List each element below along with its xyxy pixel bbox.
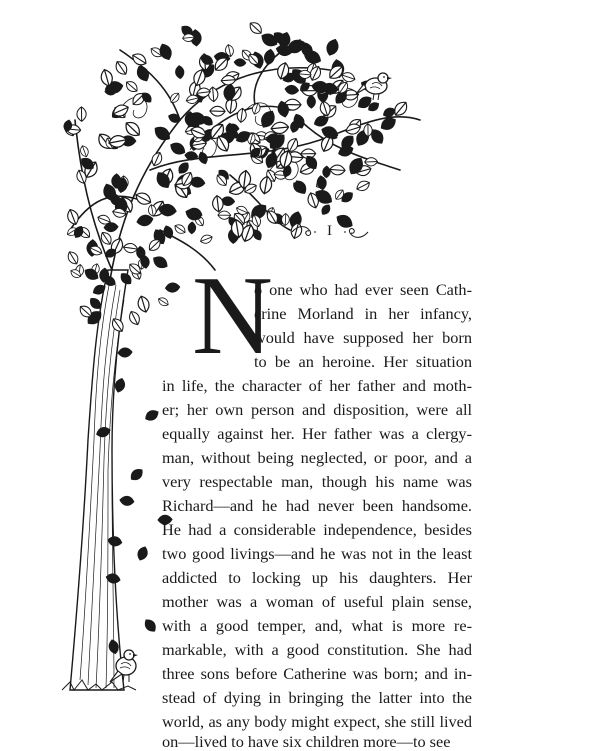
text-line: on—lived to have six children more—to see <box>162 732 451 751</box>
leaf <box>150 151 164 168</box>
leaf <box>329 165 345 176</box>
text-line: He had a considerable independence, besides <box>162 520 472 539</box>
leaf <box>130 51 149 68</box>
leaf <box>142 617 158 634</box>
text-line: erine Morland in her infancy, <box>254 304 472 323</box>
text-line: er; her own person and disposition, were all <box>162 400 472 419</box>
leaf <box>322 166 330 178</box>
leaf <box>135 64 152 83</box>
text-line: o one who had ever seen Cath- <box>254 280 472 299</box>
text-line: stead of dying in bringing the latter into the <box>162 688 472 707</box>
bird-icon <box>356 73 392 100</box>
leaf <box>118 348 133 358</box>
leaf <box>307 95 315 108</box>
leaf <box>123 243 138 254</box>
text-line: to be an heroine. Her situation <box>254 352 472 371</box>
leaf <box>136 295 151 314</box>
leaf <box>210 106 226 116</box>
leaf <box>127 309 142 326</box>
text-line: would have supposed her born <box>254 328 472 347</box>
leaf <box>247 20 264 37</box>
text-line: addicted to locking up his daughters. Her <box>162 568 472 587</box>
leaf <box>212 195 224 212</box>
leaf <box>66 250 81 267</box>
text-line: very respectable man, though his name was <box>162 472 472 491</box>
text-line: two good livings—and he was not in the least <box>162 544 472 563</box>
chapter-number: I <box>327 223 333 239</box>
leaf <box>175 65 185 79</box>
leaf <box>325 38 341 57</box>
text-line: markable, with a good constitution. She had <box>162 640 472 659</box>
leaf <box>119 496 134 507</box>
leaf <box>234 58 246 66</box>
text-line: Richard—and he had never been handsome. <box>162 496 472 515</box>
leaf <box>114 377 127 393</box>
leaf <box>151 254 169 271</box>
leaf <box>320 203 332 216</box>
leaf <box>157 296 170 308</box>
leaf <box>136 545 150 561</box>
leaf <box>113 59 130 77</box>
text-line: with a good temper, and, what is more re- <box>162 616 472 635</box>
text-line: equally against her. Her father was a clergy- <box>162 424 472 443</box>
leaf <box>167 112 182 124</box>
leaf <box>188 222 196 234</box>
text-line: three sons before Catherine was born; and in- <box>162 664 472 683</box>
leaf <box>168 140 187 156</box>
drop-cap: N <box>192 254 273 378</box>
text-line: in life, the character of her father and moth- <box>162 376 472 395</box>
leaf <box>199 233 213 245</box>
leaf <box>77 107 86 122</box>
text-line: man, without being neglected, or poor, and a <box>162 448 472 467</box>
leaf <box>128 467 144 483</box>
leaf <box>134 190 153 207</box>
text-line: mother was a woman of useful plain sense, <box>162 592 472 611</box>
text-line: world, as any body might expect, she still lived <box>162 712 472 731</box>
leaf <box>124 79 140 95</box>
leaf <box>79 144 90 158</box>
leaf <box>136 214 154 227</box>
leaf <box>165 282 180 292</box>
leaf <box>65 208 80 227</box>
leaf <box>251 102 262 115</box>
leaf <box>197 151 209 166</box>
leaf <box>379 115 398 132</box>
leaf <box>157 42 173 61</box>
leaf <box>285 85 300 95</box>
leaf <box>355 179 372 193</box>
leaf <box>173 222 188 235</box>
leaf <box>144 408 161 423</box>
leaf <box>263 49 275 66</box>
